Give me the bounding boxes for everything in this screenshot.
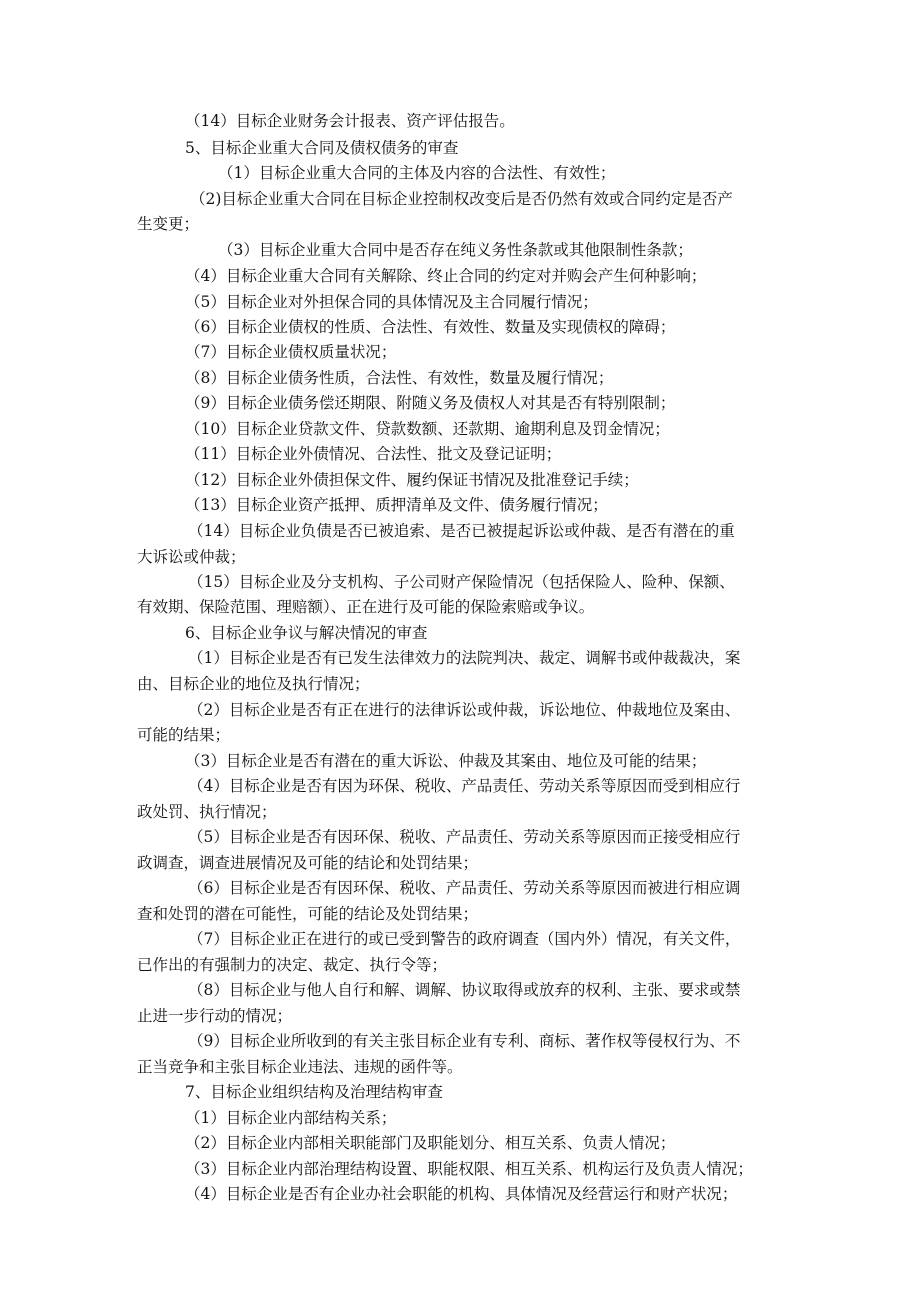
text-line: 由、目标企业的地位及执行情况； (137, 675, 370, 693)
text-line: （9）目标企业所收到的有关主张目标企业有专利、商标、著作权等侵权行为、不 (188, 1032, 741, 1050)
text-line: 查和处罚的潜在可能性，可能的结论及处罚结果； (137, 905, 479, 923)
text-line: 生变更； (137, 215, 200, 233)
text-line: （15）目标企业及分支机构、子公司财产保险情况（包括保险人、险种、保额、 (188, 573, 735, 591)
text-line: （5）目标企业是否有因环保、税收、产品责任、劳动关系等原因而正接受相应行 (188, 828, 741, 846)
text-line: 已作出的有强制力的决定、裁定、执行令等； (137, 956, 448, 974)
text-line: （7）目标企业正在进行的或已受到警告的政府调查（国内外）情况，有关文件， (188, 930, 741, 948)
text-line: 政处罚、执行情况； (137, 803, 277, 821)
text-line: （13）目标企业资产抵押、质押清单及文件、债务履行情况； (185, 496, 608, 514)
text-line: （1）目标企业是否有已发生法律效力的法院判决、裁定、调解书或仲裁裁决，案 (188, 649, 741, 667)
text-line: 大诉讼或仲裁； (137, 548, 246, 566)
text-line: 有效期、保险范围、理赔额）、正在进行及可能的保险索赔或争议。 (137, 598, 595, 616)
section-heading: 5、目标企业重大合同及债权债务的审查 (185, 139, 459, 157)
text-line: （14）目标企业负债是否已被追索、是否已被提起诉讼或仲裁、是否有潜在的重 (188, 522, 735, 540)
text-line: （2）目标企业是否有正在进行的法律诉讼或仲裁，诉讼地位、仲裁地位及案由、 (188, 701, 741, 719)
text-line: （14）目标企业财务会计报表、资产评估报告。 (185, 112, 515, 130)
text-line: （10）目标企业贷款文件、贷款数额、还款期、逾期利息及罚金情况； (185, 420, 670, 438)
text-line: 政调查，调查进展情况及可能的结论和处罚结果； (137, 854, 479, 872)
text-line: （3）目标企业是否有潜在的重大诉讼、仲裁及其案由、地位及可能的结果； (185, 752, 707, 770)
text-line: （12）目标企业外债担保文件、履约保证书情况及批准登记手续； (185, 471, 639, 489)
text-line: 正当竞争和主张目标企业违法、违规的函件等。 (137, 1058, 463, 1076)
text-line: 可能的结果； (137, 726, 231, 744)
text-line: （1）目标企业重大合同的主体及内容的合法性、有效性； (218, 164, 616, 182)
text-line: （4）目标企业是否有因为环保、税收、产品责任、劳动关系等原因而受到相应行 (188, 777, 741, 795)
text-line: （5）目标企业对外担保合同的具体情况及主合同履行情况； (185, 293, 598, 311)
text-line: （6）目标企业是否有因环保、税收、产品责任、劳动关系等原因而被进行相应调 (188, 879, 741, 897)
text-line: 止进一步行动的情况； (137, 1007, 293, 1025)
text-line: （8）目标企业与他人自行和解、调解、协议取得或放弃的权利、主张、要求或禁 (188, 981, 741, 999)
text-line: （6）目标企业债权的性质、合法性、有效性、数量及实现债权的障碍； (185, 318, 676, 336)
text-line: （3）目标企业内部治理结构设置、职能权限、相互关系、机构运行及负责人情况； (185, 1160, 753, 1178)
text-line: （9）目标企业债务偿还期限、附随义务及债权人对其是否有特别限制； (185, 394, 676, 412)
text-line: （7）目标企业债权质量状况； (185, 343, 397, 361)
text-line: （4）目标企业是否有企业办社会职能的机构、具体情况及经营运行和财产状况； (185, 1185, 738, 1203)
section-heading: 7、目标企业组织结构及治理结构审查 (185, 1083, 443, 1101)
text-line: （11）目标企业外债情况、合法性、批文及登记证明； (185, 445, 562, 463)
text-line: （2)目标企业重大合同在目标企业控制权改变后是否仍然有效或合同约定是否产 (190, 190, 733, 208)
text-line: （8）目标企业债务性质，合法性、有效性，数量及履行情况； (185, 369, 614, 387)
text-line: （1）目标企业内部结构关系； (185, 1109, 397, 1127)
text-line: （2）目标企业内部相关职能部门及职能划分、相互关系、负责人情况； (185, 1134, 676, 1152)
text-line: （3）目标企业重大合同中是否存在纯义务性条款或其他限制性条款； (218, 241, 693, 259)
section-heading: 6、目标企业争议与解决情况的审查 (185, 624, 428, 642)
text-line: （4）目标企业重大合同有关解除、终止合同的约定对并购会产生何种影响； (185, 267, 707, 285)
